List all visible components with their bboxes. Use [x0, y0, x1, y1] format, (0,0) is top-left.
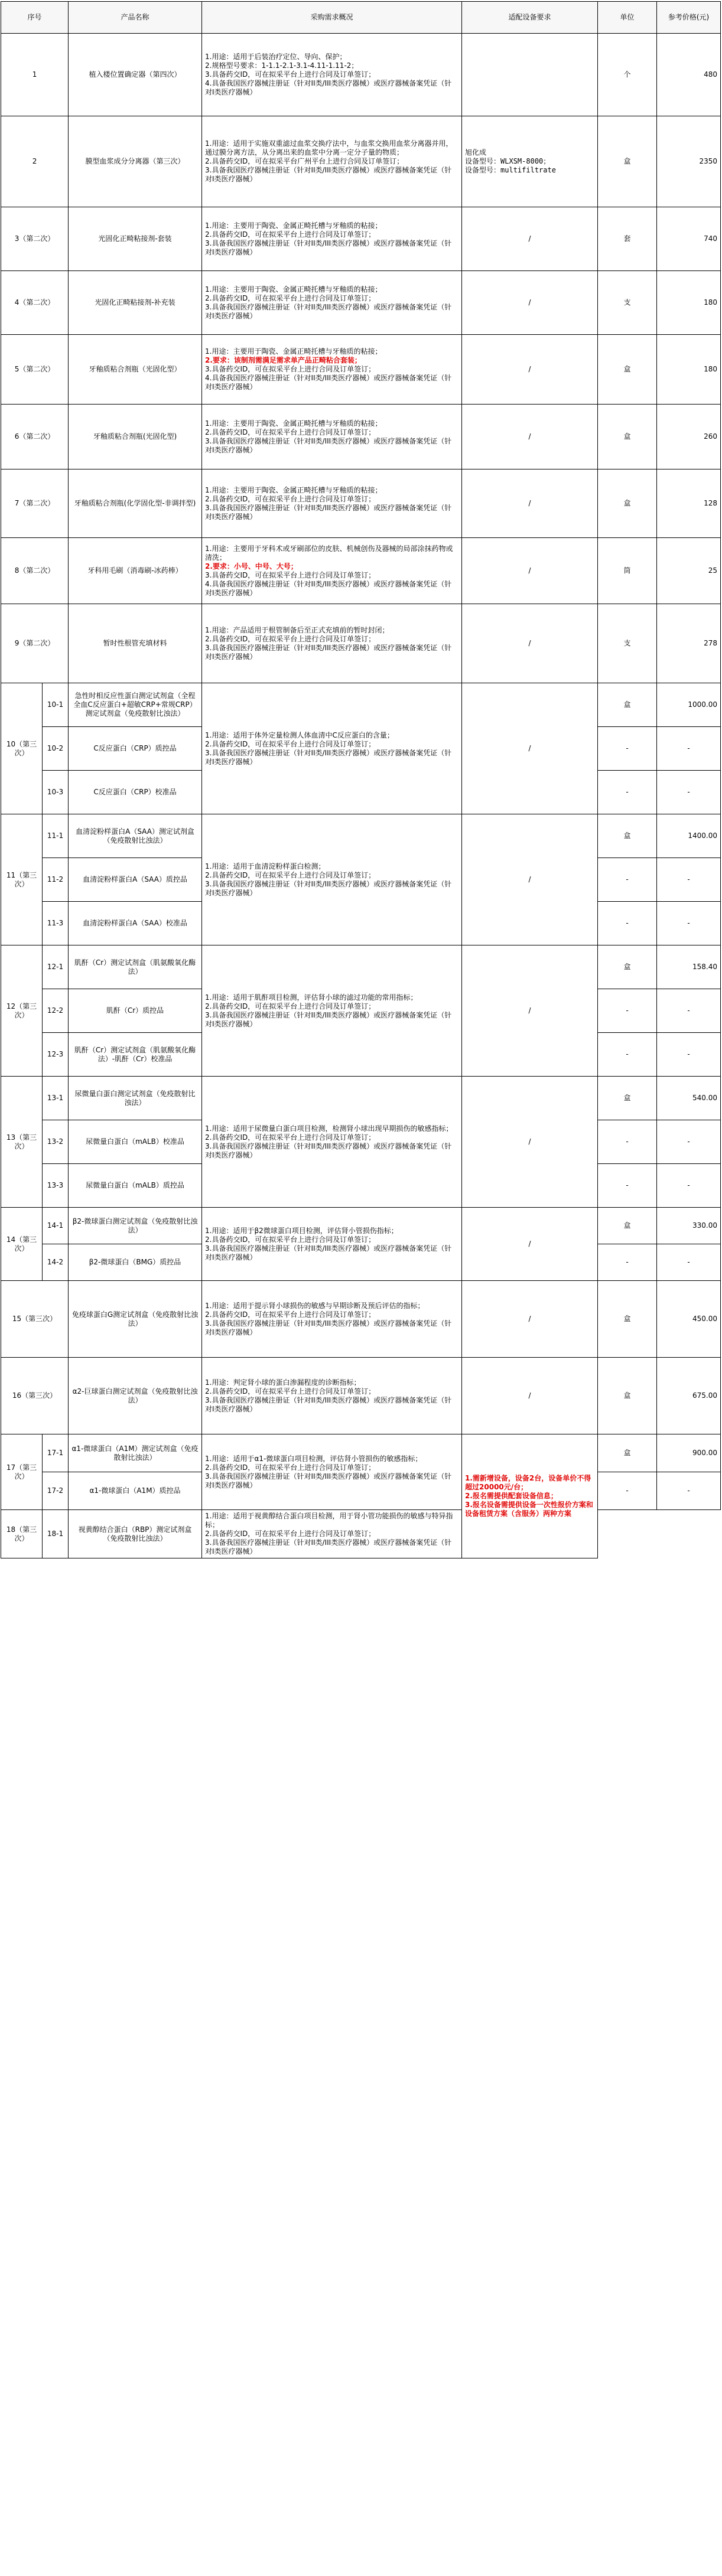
equipment-req-line: 设备型号：multifiltrate	[465, 166, 556, 174]
requirement-line: 2.要求：小号、中号、大号；	[205, 562, 298, 570]
price: 330.00	[657, 1208, 721, 1244]
price: 278	[657, 604, 721, 683]
requirement-desc	[202, 1434, 462, 1510]
unit: 盒	[598, 1281, 657, 1358]
price: 900.00	[657, 1434, 721, 1472]
sub-number: 10-2	[43, 727, 69, 771]
requirement-line: 3.具备我国医疗器械注册证（针对II类/III类医疗器械）或医疗器械备案凭证（针对I类医疗器械）	[205, 503, 452, 521]
product-name: 肌酐（Cr）测定试剂盒（肌氨酸氧化酶法）	[69, 945, 202, 989]
price: 480	[657, 34, 721, 116]
unit: 盒	[598, 335, 657, 405]
equipment-req: /	[462, 945, 598, 1077]
product-name: α1-微球蛋白（A1M）测定试剂盒（免疫散射比浊法）	[69, 1434, 202, 1472]
requirement-line: 1.用途：适用于尿微量白蛋白项目检测，检测肾小球出现早期损伤的敏感指标；	[205, 1124, 453, 1133]
equipment-req-line: /	[528, 234, 531, 243]
unit: -	[598, 1033, 657, 1077]
requirement-line: 1.用途：判定肾小球的蛋白渗漏程度的诊断指标；	[205, 1378, 361, 1387]
header-price: 参考价格(元)	[657, 2, 721, 34]
row-number: 10（第三次）	[1, 683, 43, 814]
requirement-line: 2.具备药交ID，可在拟采平台上进行合同及订单签订；	[205, 1133, 376, 1142]
price: -	[657, 1164, 721, 1208]
product-name: 牙釉质粘合剂瓶（光固化型）	[69, 335, 202, 405]
equipment-req	[462, 271, 598, 335]
requirement-line: 1.用途：适用于提示肾小球损伤的敏感与早期诊断及预后评估的指标；	[205, 1301, 425, 1310]
requirement-desc	[202, 1510, 462, 1558]
requirement-desc	[202, 1208, 462, 1281]
requirement-line: 3.具备我国医疗器械注册证（针对II类/III类医疗器械）或医疗器械备案凭证（针对I类医疗器械）	[205, 1472, 452, 1489]
product-name: C反应蛋白（CRP）校准品	[69, 771, 202, 814]
header-equip: 适配设备要求	[462, 2, 598, 34]
product-name: 牙科用毛刷（消毒刷-冰药棒）	[69, 538, 202, 604]
requirement-line: 2.具备药交ID，可在拟采平台上进行合同及订单签订；	[205, 739, 376, 748]
requirement-line: 3.具备我国医疗器械注册证（针对II类/III类医疗器械）或医疗器械备案凭证（针对I类医疗器械）	[205, 1319, 452, 1336]
requirement-line: 2.具备药交ID，可在拟采平台上进行合同及订单签订；	[205, 230, 376, 239]
equipment-req: /	[462, 1358, 598, 1434]
requirement-line: 1.用途：主要用于陶瓷、金属正畸托槽与牙釉质的粘接；	[205, 485, 382, 494]
sub-number: 13-1	[43, 1077, 69, 1120]
requirement-line: 3.具备我国医疗器械注册证（针对II类/III类医疗器械）或医疗器械备案凭证（针对I类医疗器械）	[205, 1142, 452, 1159]
sub-number: 14-1	[43, 1208, 69, 1244]
product-name: C反应蛋白（CRP）质控品	[69, 727, 202, 771]
requirement-line: 2.具备药交ID，可在拟采平台上进行合同及订单签订；	[205, 294, 376, 302]
price: -	[657, 1472, 721, 1510]
row-number: 13（第三次）	[1, 1077, 43, 1208]
requirement-desc	[202, 34, 462, 116]
table-row	[1, 469, 721, 538]
requirement-line: 1.用途：主要用于陶瓷、金属正畸托槽与牙釉质的粘接；	[205, 347, 382, 356]
row-number: 12（第三次）	[1, 945, 43, 1077]
header-unit: 单位	[598, 2, 657, 34]
requirement-line: 2.具备药交ID，可在拟采平台广州平台上进行合同及订单签订；	[205, 157, 404, 165]
requirement-line: 2.具备药交ID，可在拟采平台上进行合同及订单签订；	[205, 1463, 376, 1472]
product-name: 急性时相反应性蛋白测定试剂盒（全程全血C反应蛋白+超敏CRP+常规CRP）测定试剂盒（免疫散射比浊法）	[69, 683, 202, 727]
product-name: 视黄醇结合蛋白（RBP）测定试剂盒（免疫散射比浊法）	[69, 1510, 202, 1558]
requirement-line: 3.具备我国医疗器械注册证（针对II类/III类医疗器械）或医疗器械备案凭证（针对I类医疗器械）	[205, 166, 452, 183]
row-number: 3（第二次）	[1, 207, 69, 271]
requirement-line: 1.用途：适用于后装治疗定位、导向、保护；	[205, 53, 347, 61]
procurement-table	[1, 1, 721, 1558]
equipment-req: /	[462, 1281, 598, 1358]
unit: -	[598, 771, 657, 814]
requirement-line: 1.用途：适用于α1-微球蛋白项目检测，评估肾小管损伤的敏感指标；	[205, 1454, 422, 1463]
price: 675.00	[657, 1358, 721, 1434]
product-name: 免疫球蛋白G测定试剂盒（免疫散射比浊法）	[69, 1281, 202, 1358]
equipment-req-line: /	[528, 499, 531, 507]
price: 260	[657, 405, 721, 469]
header-name: 产品名称	[69, 2, 202, 34]
header-no: 序号	[1, 2, 69, 34]
requirement-line: 2.具备药交ID，可在拟采平台上进行合同及订单签订；	[205, 1002, 376, 1010]
product-name: 尿微量白蛋白测定试剂盒（免疫散射比浊法）	[69, 1077, 202, 1120]
product-name: α1-微球蛋白（A1M）质控品	[69, 1472, 202, 1510]
price: -	[657, 989, 721, 1033]
requirement-line: 3.具备药交ID，可在拟采平台上进行合同及订单签订；	[205, 570, 376, 579]
unit: 盒	[598, 1358, 657, 1434]
sub-number: 18-1	[43, 1510, 69, 1558]
equipment-note	[462, 1434, 598, 1558]
equipment-req-line: /	[528, 639, 531, 647]
requirement-line: 2.具备药交ID，可在拟采平台上进行合同及订单签订；	[205, 494, 376, 503]
requirement-desc	[202, 538, 462, 604]
product-name: 肌酐（Cr）测定试剂盒（肌氨酸氧化酶法）-肌酐（Cr）校准品	[69, 1033, 202, 1077]
requirement-line: 3.具备我国医疗器械注册证（针对II类/III类医疗器械）或医疗器械备案凭证（针对I类医疗器械）	[205, 302, 452, 320]
unit: -	[598, 1164, 657, 1208]
equipment-req: /	[462, 814, 598, 945]
requirement-line: 3.具备我国医疗器械注册证（针对II类/III类医疗器械）或医疗器械备案凭证（针对I类医疗器械）	[205, 1010, 452, 1028]
unit: 盒	[598, 116, 657, 207]
requirement-line: 1.用途：适用于血清淀粉样蛋白检测；	[205, 862, 326, 870]
unit: 盒	[598, 945, 657, 989]
product-name: 光固化正畸粘接剂-套装	[69, 207, 202, 271]
price: 450.00	[657, 1281, 721, 1358]
requirement-desc	[202, 1281, 462, 1358]
price: 1400.00	[657, 814, 721, 858]
sub-number: 12-2	[43, 989, 69, 1033]
requirement-line: 1.用途：适用于实施双重滤过血浆交换疗法中，与血浆交换用血浆分离器并用，通过膜分离方法，从分离出来的血浆中分离一定分子量的物质；	[205, 139, 453, 156]
product-name: 牙釉质粘合剂瓶(化学固化型-非调拌型)	[69, 469, 202, 538]
sub-number: 11-2	[43, 858, 69, 902]
equipment-req-line: /	[528, 365, 531, 373]
table-row	[1, 604, 721, 683]
requirement-line: 2.具备药交ID，可在拟采平台上进行合同及订单签订；	[205, 634, 376, 643]
unit: -	[598, 1472, 657, 1510]
requirement-line: 1.用途：适用于视黄醇结合蛋白项目检测，用于肾小管功能损伤的敏感与特异指标；	[205, 1512, 453, 1529]
requirement-desc	[202, 945, 462, 1077]
header-desc: 采购需求概况	[202, 2, 462, 34]
table-row	[1, 1358, 721, 1434]
requirement-line: 3.具备我国医疗器械注册证（针对II类/III类医疗器械）或医疗器械备案凭证（针对I类医疗器械）	[205, 643, 452, 661]
row-number: 6（第二次）	[1, 405, 69, 469]
sub-number: 11-1	[43, 814, 69, 858]
sub-number: 13-3	[43, 1164, 69, 1208]
row-number: 5（第二次）	[1, 335, 69, 405]
price: 540.00	[657, 1077, 721, 1120]
requirement-desc	[202, 271, 462, 335]
sub-number: 12-3	[43, 1033, 69, 1077]
price: -	[657, 771, 721, 814]
table-row	[1, 405, 721, 469]
unit: 盒	[598, 1208, 657, 1244]
requirement-desc	[202, 1358, 462, 1434]
price: 180	[657, 335, 721, 405]
equipment-req	[462, 34, 598, 116]
price: 25	[657, 538, 721, 604]
table-row	[1, 945, 721, 989]
requirement-desc	[202, 604, 462, 683]
price: -	[657, 1244, 721, 1281]
price: 1000.00	[657, 683, 721, 727]
equipment-req	[462, 469, 598, 538]
requirement-desc	[202, 335, 462, 405]
unit: 盒	[598, 1434, 657, 1472]
row-number: 7（第二次）	[1, 469, 69, 538]
equipment-req: /	[462, 1208, 598, 1281]
row-number: 1	[1, 34, 69, 116]
table-row	[1, 34, 721, 116]
requirement-line: 2.规格型号要求：1-1.1-2.1-3.1-4.11-1.11-2；	[205, 61, 359, 70]
price: -	[657, 1033, 721, 1077]
requirement-line: 3.具备我国医疗器械注册证（针对II类/III类医疗器械）或医疗器械备案凭证（针对I类医疗器械）	[205, 879, 452, 897]
price: 158.40	[657, 945, 721, 989]
unit: 盒	[598, 1077, 657, 1120]
sub-number: 12-1	[43, 945, 69, 989]
row-number: 11（第三次）	[1, 814, 43, 945]
price: -	[657, 727, 721, 771]
product-name: β2-微球蛋白（BMG）质控品	[69, 1244, 202, 1281]
requirement-desc	[202, 1077, 462, 1208]
price: -	[657, 858, 721, 902]
equipment-req-line: /	[528, 566, 531, 575]
requirement-line: 2.具备药交ID，可在拟采平台上进行合同及订单签订；	[205, 1530, 376, 1538]
requirement-desc	[202, 116, 462, 207]
unit: -	[598, 989, 657, 1033]
price: -	[657, 902, 721, 945]
product-name: 牙釉质粘合剂瓶(光固化型)	[69, 405, 202, 469]
price: 740	[657, 207, 721, 271]
row-number: 16（第三次）	[1, 1358, 69, 1434]
unit: 盒	[598, 814, 657, 858]
equipment-req: /	[462, 1077, 598, 1208]
product-name: 光固化正畸粘接剂-补充装	[69, 271, 202, 335]
requirement-line: 2.要求：该制剂需满足需求单产品正畸粘合套装；	[205, 356, 362, 364]
table-row	[1, 1208, 721, 1244]
sub-number: 17-2	[43, 1472, 69, 1510]
unit: -	[598, 858, 657, 902]
sub-number: 10-3	[43, 771, 69, 814]
requirement-line: 2.具备药交ID，可在拟采平台上进行合同及订单签订；	[205, 1235, 376, 1244]
unit: -	[598, 727, 657, 771]
table-row	[1, 1510, 721, 1558]
product-name: α2-巨球蛋白测定试剂盒（免疫散射比浊法）	[69, 1358, 202, 1434]
product-name: 血清淀粉样蛋白A（SAA）质控品	[69, 858, 202, 902]
product-name: 肌酐（Cr）质控品	[69, 989, 202, 1033]
requirement-desc	[202, 683, 462, 814]
unit: -	[598, 1244, 657, 1281]
table-row	[1, 116, 721, 207]
table-row	[1, 335, 721, 405]
equipment-req: /	[462, 683, 598, 814]
equipment-note-line: 1.需新增设备，设备2台，设备单价不得超过20000元/台；	[465, 1474, 591, 1491]
unit: 盒	[598, 683, 657, 727]
requirement-line: 3.具备我国医疗器械注册证（针对II类/III类医疗器械）或医疗器械备案凭证（针对I类医疗器械）	[205, 1395, 452, 1413]
equipment-req	[462, 405, 598, 469]
equipment-note-line: 3.报名设备需提供设备一次性报价方案和设备租赁方案（含服务）两种方案	[465, 1501, 593, 1518]
requirement-line: 1.用途：主要用于牙科术或牙刷部位的皮肤、机械创伤及器械的局部涂抹药物或清洗；	[205, 544, 453, 562]
equipment-req-line: /	[528, 432, 531, 441]
requirement-line: 3.具备我国医疗器械注册证（针对II类/III类医疗器械）或医疗器械备案凭证（针对I类医疗器械）	[205, 239, 452, 256]
table-row	[1, 1077, 721, 1120]
sub-number: 14-2	[43, 1244, 69, 1281]
unit: -	[598, 1120, 657, 1164]
requirement-line: 4.具备我国医疗器械注册证（针对II类/III类医疗器械）或医疗器械备案凭证（针对I类医疗器械）	[205, 579, 452, 597]
product-name: 尿微量白蛋白（mALB）校准品	[69, 1120, 202, 1164]
requirement-line: 3.具备我国医疗器械注册证（针对II类/III类医疗器械）或医疗器械备案凭证（针对I类医疗器械）	[205, 748, 452, 766]
requirement-line: 1.用途：产品适用于根管制备后至正式充填前的暂时封闭；	[205, 625, 389, 634]
requirement-line: 2.具备药交ID，可在拟采平台上进行合同及订单签订；	[205, 1310, 376, 1319]
product-name: 植入楼位置确定器（第四次）	[69, 34, 202, 116]
equipment-req	[462, 335, 598, 405]
sub-number: 10-1	[43, 683, 69, 727]
row-number: 4（第二次）	[1, 271, 69, 335]
equipment-req	[462, 116, 598, 207]
requirement-line: 4.具备我国医疗器械注册证（针对II类/III类医疗器械）或医疗器械备案凭证（针对I类医疗器械）	[205, 79, 452, 96]
requirement-desc	[202, 207, 462, 271]
requirement-line: 1.用途：主要用于陶瓷、金属正畸托槽与牙釉质的粘接；	[205, 285, 382, 294]
row-number: 9（第二次）	[1, 604, 69, 683]
sub-number: 11-3	[43, 902, 69, 945]
row-number: 2	[1, 116, 69, 207]
price: -	[657, 1120, 721, 1164]
equipment-req-line: 旭化成	[465, 148, 487, 156]
sub-number: 13-2	[43, 1120, 69, 1164]
requirement-line: 3.具备药交ID，可在拟采平台上进行合同及订单签订；	[205, 70, 376, 79]
requirement-line: 2.具备药交ID，可在拟采平台上进行合同及订单签订；	[205, 428, 376, 436]
unit: 盒	[598, 469, 657, 538]
product-name: β2-微球蛋白测定试剂盒（免疫散射比浊法）	[69, 1208, 202, 1244]
product-name: 尿微量白蛋白（mALB）质控品	[69, 1164, 202, 1208]
table-row	[1, 271, 721, 335]
unit: 个	[598, 34, 657, 116]
equipment-note-line: 2.报名需提供配套设备信息；	[465, 1492, 558, 1500]
requirement-line: 1.用途：主要用于陶瓷、金属正畸托槽与牙釉质的粘接；	[205, 221, 382, 230]
unit: 支	[598, 271, 657, 335]
table-row	[1, 538, 721, 604]
price: 2350	[657, 116, 721, 207]
product-name: 血清淀粉样蛋白A（SAA）校准品	[69, 902, 202, 945]
requirement-line: 2.具备药交ID，可在拟采平台上进行合同及订单签订；	[205, 870, 376, 879]
table-row	[1, 683, 721, 727]
requirement-line: 3.具备我国医疗器械注册证（针对II类/III类医疗器械）或医疗器械备案凭证（针对I类医疗器械）	[205, 1244, 452, 1261]
requirement-line: 3.具备药交ID，可在拟采平台上进行合同及订单签订；	[205, 365, 376, 373]
requirement-desc	[202, 405, 462, 469]
requirement-line: 3.具备我国医疗器械注册证（针对II类/III类医疗器械）或医疗器械备案凭证（针对I类医疗器械）	[205, 436, 452, 454]
product-name: 暂时性根管充填材料	[69, 604, 202, 683]
product-name: 血清淀粉样蛋白A（SAA）测定试剂盒（免疫散射比浊法）	[69, 814, 202, 858]
table-row	[1, 1281, 721, 1358]
requirement-line: 2.具备药交ID，可在拟采平台上进行合同及订单签订；	[205, 1387, 376, 1395]
unit: 筒	[598, 538, 657, 604]
header-row	[1, 2, 721, 34]
requirement-line: 1.用途：适用于β2微球蛋白项目检测，评估肾小管损伤指标；	[205, 1226, 398, 1235]
unit: -	[598, 902, 657, 945]
equipment-req-line: 设备型号：WLXSM-8000；	[465, 157, 551, 165]
equipment-req	[462, 604, 598, 683]
table-row	[1, 207, 721, 271]
unit: 盒	[598, 405, 657, 469]
row-number: 17（第三次）	[1, 1434, 43, 1510]
unit: 套	[598, 207, 657, 271]
row-number: 18（第三次）	[1, 1510, 43, 1558]
equipment-req	[462, 207, 598, 271]
requirement-desc	[202, 814, 462, 945]
row-number: 15（第三次）	[1, 1281, 69, 1358]
requirement-line: 1.用途：适用于肌酐项目检测，评估肾小球的滤过功能的常用指标；	[205, 993, 418, 1002]
row-number: 14（第三次）	[1, 1208, 43, 1281]
equipment-req-line: /	[528, 298, 531, 306]
table-row	[1, 1434, 721, 1472]
row-number: 8（第二次）	[1, 538, 69, 604]
requirement-line: 3.具备我国医疗器械注册证（针对II类/III类医疗器械）或医疗器械备案凭证（针对I类医疗器械）	[205, 1538, 452, 1556]
unit: 支	[598, 604, 657, 683]
requirement-line: 4.具备我国医疗器械注册证（针对II类/III类医疗器械）或医疗器械备案凭证（针对I类医疗器械）	[205, 374, 452, 391]
price: 180	[657, 271, 721, 335]
requirement-desc	[202, 469, 462, 538]
equipment-req	[462, 538, 598, 604]
sub-number: 17-1	[43, 1434, 69, 1472]
product-name: 膜型血浆成分分离器（第三次）	[69, 116, 202, 207]
table-row	[1, 814, 721, 858]
requirement-line: 1.用途：适用于体外定量检测人体血清中C反应蛋白的含量；	[205, 731, 394, 739]
price: 128	[657, 469, 721, 538]
requirement-line: 1.用途：主要用于陶瓷、金属正畸托槽与牙釉质的粘接；	[205, 419, 382, 428]
